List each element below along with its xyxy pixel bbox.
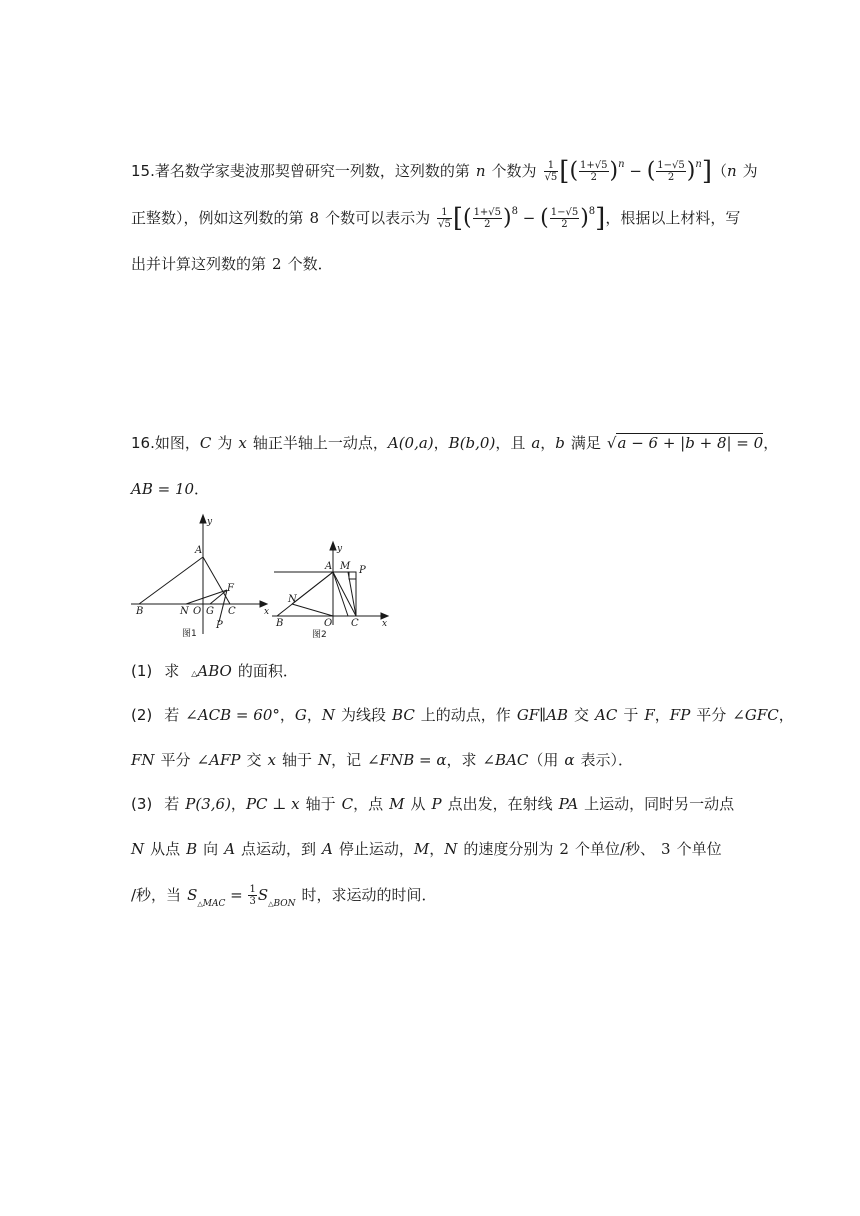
q16-part-3-line-3: /秒，当 $S_{\triangle MAC}$ = $\frac{1}{3}$ $S_{\triangle BON}$ 时，求运动的时间． <box>131 884 437 909</box>
q16-part-2-line-1: (2) 若 ∠ACB = 60°，G，N 为线段 BC 上的动点，作 GF∥AB 交 AC 于 F，FP 平分 ∠GFC， <box>131 706 794 724</box>
fig1-label-P: P <box>216 620 223 631</box>
fraction-1-over-sqrt5-b: $\frac{1}{√5}$ <box>438 207 451 230</box>
fig1-label-x: x <box>264 607 270 617</box>
fig2-label-A: A <box>325 561 333 572</box>
q16-line-2: AB = 10． <box>131 480 210 498</box>
fig2-label-y: y <box>337 544 343 554</box>
fraction-1-over-sqrt5: $\frac{1}{√5}$ <box>544 160 558 183</box>
fig1-caption: 图1 <box>182 629 197 639</box>
q15-line-1: 15.著名数学家斐波那契曾研究一列数，这列数的第 n 个数为 $\frac{1}{√5}$ [( $\frac{1+√5}{2}$ )$^n$ − ( $\frac{1-√5}{2}$ )$^n$]（n 为 <box>131 156 758 187</box>
fig1-label-G: G <box>206 606 214 617</box>
q15-line-3: 出并计算这列数的第 2 个数． <box>131 255 333 273</box>
fig2-label-B: B <box>276 618 284 629</box>
fig1-label-N: N <box>180 606 189 617</box>
figure-1 <box>131 512 276 640</box>
q16-line-1: 16.如图，C 为 x 轴正半轴上一动点，A(0,a)，B(b,0)，且 a，b 满足 √a − 6 + |b + 8| = 0， <box>131 434 779 452</box>
fig2-label-N: N <box>288 594 297 605</box>
q15-line-2: 正整数），例如这列数的第 8 个数可以表示为 $\frac{1}{√5}$ [( $\frac{1+√5}{2}$ )$^8$ − ( $\frac{1-√5}{2}$ )$^8$]，根据以上材料，写 <box>131 203 741 234</box>
fig1-label-C: C <box>228 606 236 617</box>
fig2-label-x: x <box>382 619 388 629</box>
q16-part-1: (1) 求 △ABO 的面积． <box>131 662 298 680</box>
fig2-caption: 图2 <box>312 630 327 640</box>
fig2-label-O: O <box>324 618 333 629</box>
q16-part-3-line-2: N 从点 B 向 A 点运动，到 A 停止运动，M，N 的速度分别为 2 个单位/秒、 3 个单位 <box>131 840 722 858</box>
fig1-label-F: F <box>227 583 234 594</box>
figure-2 <box>272 540 397 640</box>
fig1-label-A: A <box>195 545 203 556</box>
fig1-label-y: y <box>207 517 213 527</box>
fig2-label-M: M <box>340 561 351 572</box>
fig1-label-B: B <box>136 606 144 617</box>
condition-expression: a − 6 + |b + 8| = 0 <box>617 434 764 452</box>
q16-part-2-line-2: FN 平分 ∠AFP 交 x 轴于 N，记 ∠FNB = α，求 ∠BAC（用 α 表示）． <box>131 751 634 769</box>
fig1-label-O: O <box>193 606 202 617</box>
fig2-label-C: C <box>351 618 359 629</box>
q16-part-3-line-1: (3) 若 P(3,6)，PC ⊥ x 轴于 C，点 M 从 P 点出发，在射线 PA 上运动，同时另一动点 <box>131 795 735 813</box>
fig2-label-P: P <box>359 565 366 576</box>
